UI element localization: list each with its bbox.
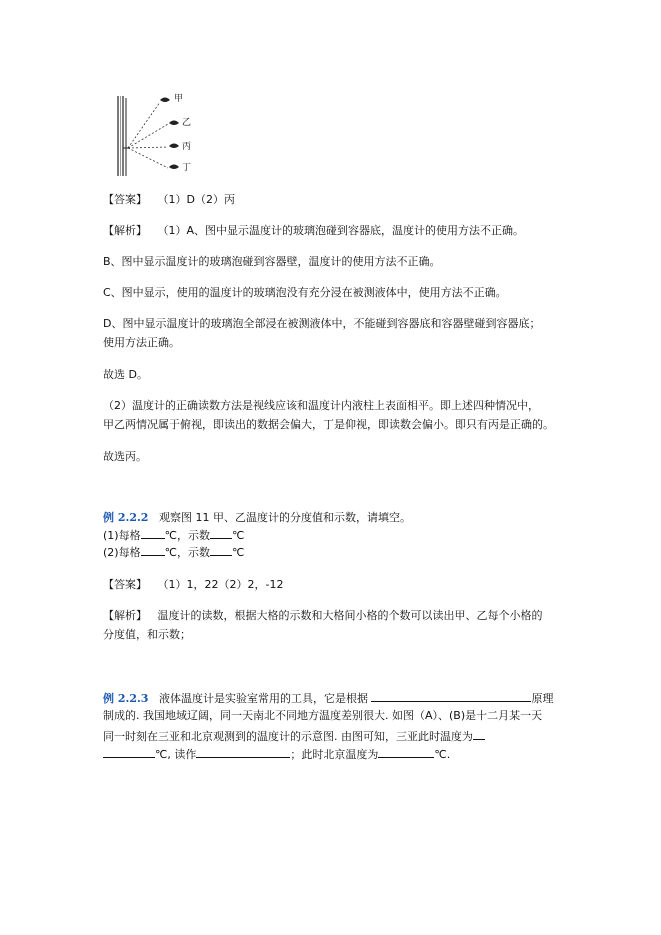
q1-suffix: ℃ [231,529,245,542]
sanya-temp-blank[interactable] [103,746,155,758]
example-223-text-d3: ℃. [434,748,451,761]
eye-icon-yi [169,121,179,126]
q2-blank-division[interactable] [141,544,165,556]
q1-blank-reading[interactable] [210,527,232,539]
example-222-q1 [103,527,244,543]
q1-blank-division[interactable] [141,527,165,539]
answer-tag: 【答案】 [103,193,147,206]
q2-prefix: (2)每格 [103,546,141,559]
sight-line-bing [128,147,168,148]
analysis-line-1 [103,224,524,238]
q2-blank-reading[interactable] [210,544,232,556]
sight-line-ding [128,148,168,168]
answer-tag-222: 【答案】 [103,578,147,591]
example-222-answer [103,578,283,592]
analysis-text: （1）A、图中显示温度计的玻璃泡碰到容器底，温度计的使用方法不正确。 [157,224,525,237]
analysis-line-5a: （2）温度计的正确读数方法是视线应该和温度计内液柱上表面相平。即上述四种情况中， [103,399,539,412]
example-222-analysis-a [103,609,543,623]
example-223-line-a [103,690,553,706]
principle-blank[interactable] [371,690,531,702]
q1-prefix: (1)每格 [103,529,141,542]
thermometer-viewing-figure [112,92,212,178]
example-222-label: 例 2.2.2 [103,511,149,524]
example-223-text-c1: 同一时刻在三亚和北京观测到的温度计的示意图. 由图可知，三亚此时温度为 [103,730,473,743]
eye-icon-ding [169,165,179,170]
analysis-tag-222: 【解析】 [103,609,147,622]
analysis-line-4a: D、图中显示温度计的玻璃泡全部浸在被测液体中，不能碰到容器底和容器壁碰到容器底； [103,317,541,330]
thermometer-figure-drawing [112,92,212,178]
figure-label-ding: 丁 [182,163,192,173]
figure-label-bing: 丙 [182,142,192,152]
example-223-text-a1: 液体温度计是实验室常用的工具，它是根据 [158,692,368,705]
example-222-question [103,511,411,525]
q1-mid: ℃，示数 [164,529,210,542]
beijing-temp-blank[interactable] [378,746,434,758]
analysis-line-3: C、图中显示，使用的温度计的玻璃泡没有充分浸在被测液体中，使用方法不正确。 [103,286,507,299]
answer-line-1 [103,193,235,207]
example-223-text-d2: ；此时北京温度为 [290,748,379,761]
example-223-text-d1: ℃, 读作 [155,748,197,761]
example-223-line-c [103,728,485,744]
choose-d-line: 故选 D。 [103,368,148,381]
figure-label-yi: 乙 [182,118,192,128]
example-222-analysis-b: 分度值，和示数； [103,628,191,641]
example-222-q2 [103,544,244,560]
example-223-line-b: 制成的. 我国地域辽阔，同一天南北不同地方温度差别很大. 如图（A）、(B)是十二月某一天 [103,709,543,722]
eye-icon-bing [169,144,179,149]
analysis-tag: 【解析】 [103,224,147,237]
sanya-temp-blank-start[interactable] [473,728,485,740]
answer-text: （1）D（2）丙 [157,193,235,206]
q2-suffix: ℃ [231,546,245,559]
example-223-label: 例 2.2.3 [103,692,149,705]
example-222-text: 观察图 11 甲、乙温度计的分度值和示数，请填空。 [158,511,411,524]
analysis-line-4b: 使用方法正确。 [103,336,180,349]
q2-mid: ℃，示数 [164,546,210,559]
example-223-text-a2: 原理 [531,692,554,705]
analysis-line-5b: 甲乙两情况属于俯视，即读出的数据会偏大，丁是仰视，即读数会偏小。即只有丙是正确的。 [103,418,554,431]
example-223-line-d [103,746,450,762]
figure-label-jia: 甲 [174,94,184,104]
eye-icon-jia [160,98,170,103]
analysis-line-2: B、图中显示温度计的玻璃泡碰到容器壁，温度计的使用方法不正确。 [103,255,441,268]
sight-line-yi [128,124,168,148]
choose-bing-line: 故选丙。 [103,450,147,463]
answer-text-222: （1）1，22（2）2，-12 [157,578,284,591]
analysis-text-222: 温度计的读数，根据大格的示数和大格间小格的个数可以读出甲、乙每个小格的 [157,609,543,622]
sight-line-jia [128,102,160,148]
read-as-blank[interactable] [196,746,290,758]
